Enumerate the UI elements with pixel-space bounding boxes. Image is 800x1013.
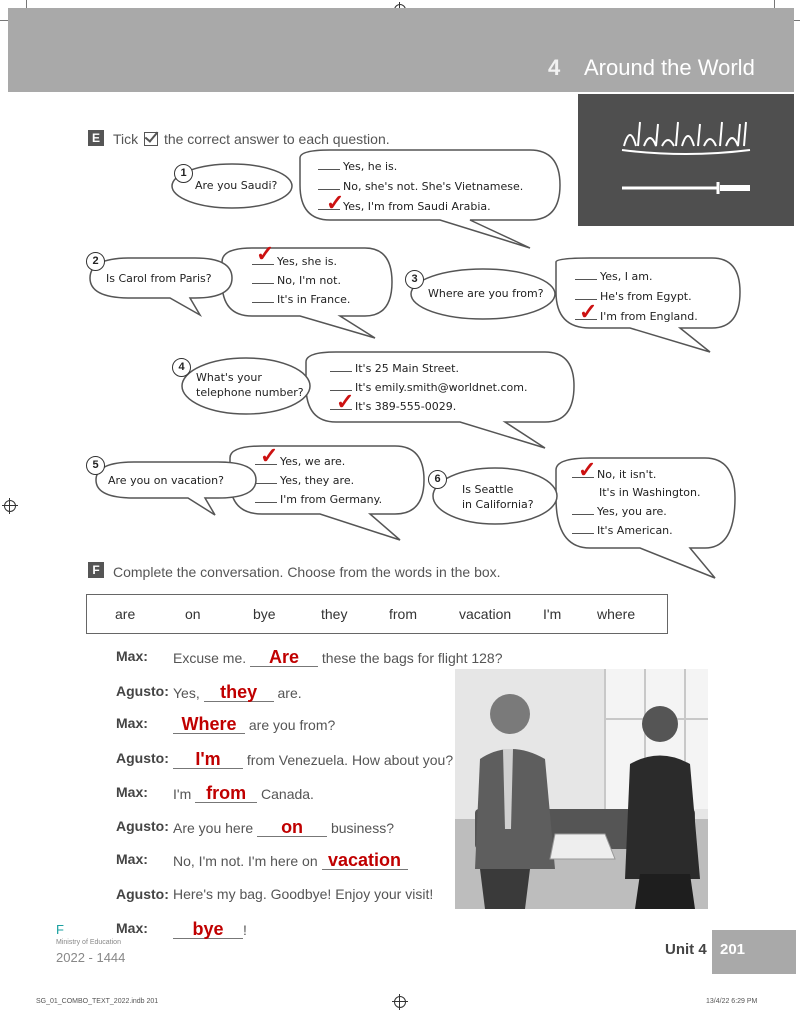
answer-blank[interactable]: they	[204, 683, 274, 702]
answer-option[interactable]: It's 25 Main Street.	[330, 362, 459, 375]
answer-option[interactable]: No, I'm not.	[252, 274, 341, 287]
question-bubble	[96, 462, 256, 515]
conversation-line: Where are you from?	[173, 715, 335, 734]
answer-option: It's in Washington.	[599, 486, 701, 499]
conversation-line: I'm from Venezuela. How about you?	[173, 750, 453, 769]
section-f-instruction: Complete the conversation. Choose from the words in the box.	[113, 564, 501, 580]
answer-blank[interactable]: Are	[250, 648, 318, 667]
tick-mark-icon: ✓	[256, 241, 275, 266]
word-box-item: bye	[253, 606, 276, 622]
section-e-label: E	[88, 130, 104, 146]
question-number: 2	[86, 252, 105, 271]
speaker-label: Max:	[116, 648, 148, 664]
print-slug-right: 13/4/22 6:29 PM	[706, 998, 758, 1005]
footer-unit-label: Unit 4	[665, 941, 707, 958]
question-text: Where are you from?	[428, 287, 544, 300]
answer-option[interactable]: It's American.	[572, 524, 673, 537]
section-f-label: F	[88, 562, 104, 578]
answer-option[interactable]: Yes, she is.	[252, 255, 337, 268]
instruction-text: Tick	[113, 131, 139, 147]
answer-option[interactable]: Yes, he is.	[318, 160, 397, 173]
answer-blank[interactable]: Where	[173, 715, 245, 734]
question-text: telephone number?	[196, 386, 304, 399]
question-text: Are you Saudi?	[195, 179, 278, 192]
page-number: 201	[720, 941, 746, 958]
word-box-item: from	[389, 606, 417, 622]
speaker-label: Max:	[116, 784, 148, 800]
answer-option[interactable]: No, she's not. She's Vietnamese.	[318, 180, 523, 193]
answer-option[interactable]: It's emily.smith@worldnet.com.	[330, 381, 527, 394]
conversation-line: No, I'm not. I'm here on vacation	[173, 851, 408, 870]
answer-blank[interactable]: bye	[173, 920, 243, 939]
word-box-item: they	[321, 606, 348, 622]
conversation-line: Excuse me. Are these the bags for flight 128?	[173, 647, 503, 667]
question-number: 1	[174, 164, 193, 183]
word-box-item: on	[185, 606, 201, 622]
question-text: Is Seattle	[462, 483, 514, 496]
speaker-label: Agusto:	[116, 818, 169, 834]
word-box-item: I'm	[543, 606, 562, 622]
conversation-line: bye !	[173, 920, 247, 939]
answer-option[interactable]: I'm from England.	[575, 310, 698, 323]
speaker-label: Agusto:	[116, 886, 169, 902]
ministry-name: Ministry of Education	[56, 939, 121, 946]
ministry-logo: F	[56, 922, 64, 937]
speaker-label: Max:	[116, 920, 148, 936]
word-box-item: vacation	[459, 606, 512, 622]
instruction-text: the correct answer to each question.	[163, 131, 390, 147]
word-box	[86, 594, 668, 634]
question-bubble	[90, 258, 232, 315]
word-box-item: where	[597, 606, 636, 622]
conversation-line: I'm from Canada.	[173, 783, 314, 803]
answer-option[interactable]: It's 389-555-0029.	[330, 400, 456, 413]
answer-option[interactable]: It's in France.	[252, 293, 350, 306]
speaker-label: Agusto:	[116, 683, 169, 699]
word-box-item: are	[115, 606, 136, 622]
question-text: Are you on vacation?	[108, 474, 224, 487]
conversation-line: Are you here on business?	[173, 817, 394, 837]
question-number: 5	[86, 456, 105, 475]
question-text: in California?	[462, 498, 534, 511]
businessmen-illustration	[455, 669, 708, 909]
conversation-line: Here's my bag. Goodbye! Enjoy your visit!	[173, 886, 434, 902]
answer-blank[interactable]: I'm	[173, 750, 243, 769]
answer-option[interactable]: Yes, I'm from Saudi Arabia.	[318, 200, 491, 213]
tick-mark-icon: ✓	[336, 389, 355, 414]
speaker-label: Max:	[116, 715, 148, 731]
answer-blank[interactable]: from	[195, 784, 257, 803]
question-text: Is Carol from Paris?	[106, 272, 212, 285]
tick-mark-icon: ✓	[579, 299, 598, 324]
registration-mark	[394, 996, 406, 1008]
question-number: 3	[405, 270, 424, 289]
answer-option[interactable]: Yes, they are.	[255, 474, 354, 487]
speaker-label: Max:	[116, 851, 148, 867]
speaker-label: Agusto:	[116, 750, 169, 766]
answer-option[interactable]: Yes, I am.	[575, 270, 652, 283]
question-text: What's your	[196, 371, 262, 384]
answer-blank[interactable]: on	[257, 818, 327, 837]
print-slug-left: SG_01_COMBO_TEXT_2022.indb 201	[36, 998, 159, 1005]
answer-option[interactable]: He's from Egypt.	[575, 290, 692, 303]
answer-option[interactable]: Yes, we are.	[255, 455, 345, 468]
unit-number: 4	[548, 55, 561, 80]
answer-blank[interactable]: vacation	[322, 851, 408, 870]
question-number: 6	[428, 470, 447, 489]
answer-option[interactable]: No, it isn't.	[572, 468, 656, 481]
unit-title: Around the World	[584, 55, 755, 80]
question-number: 4	[172, 358, 191, 377]
answer-option[interactable]: Yes, you are.	[572, 505, 667, 518]
conversation-line: Yes, they are.	[173, 682, 302, 702]
tick-mark-icon: ✓	[326, 190, 345, 215]
photo-two-businessmen	[455, 669, 708, 909]
edition-year: 2022 - 1444	[56, 950, 126, 965]
tick-mark-icon: ✓	[578, 457, 597, 482]
answer-option[interactable]: I'm from Germany.	[255, 493, 382, 506]
tick-mark-icon: ✓	[260, 443, 279, 468]
